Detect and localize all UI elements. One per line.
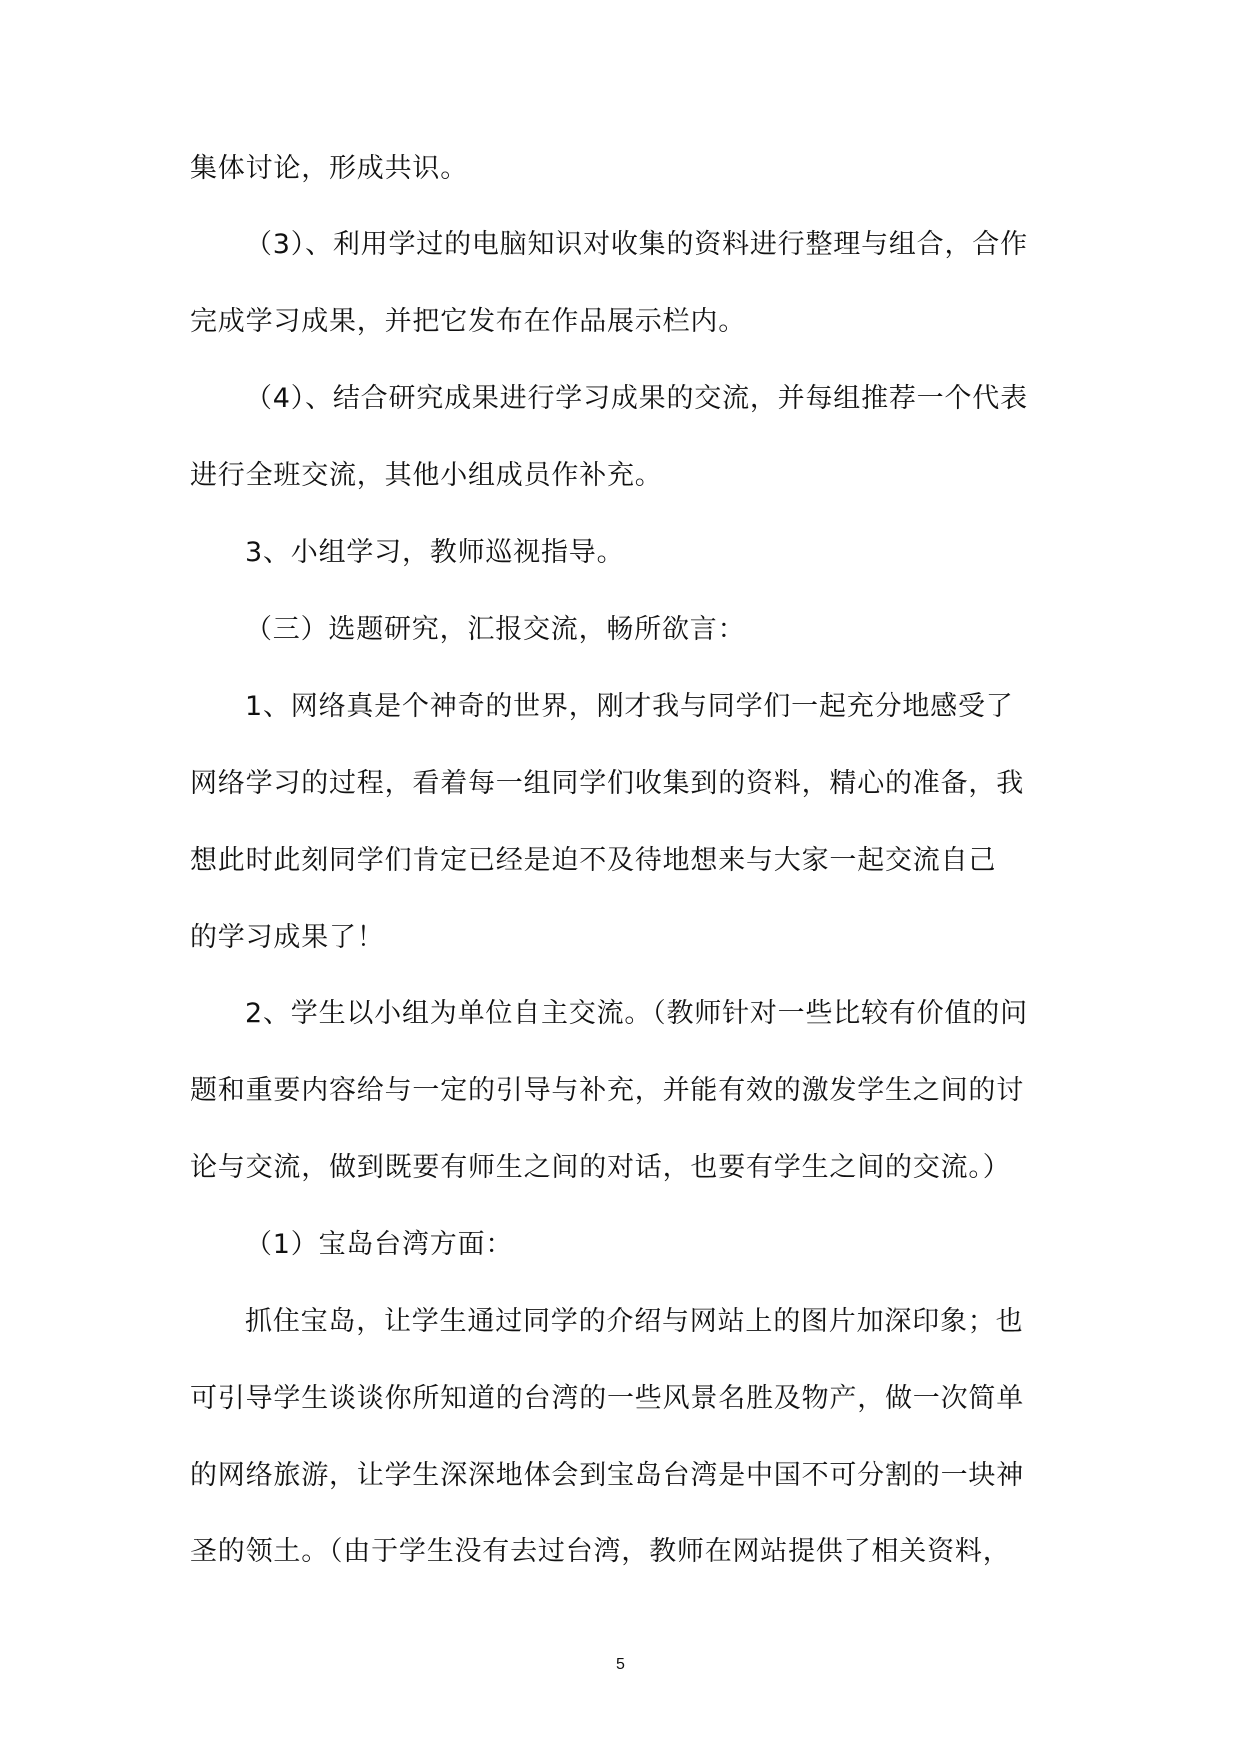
text-line-13: 题和重要内容给与一定的引导与补充，并能有效的激发学生之间的讨 xyxy=(190,1075,1024,1106)
text-line-16: 抓住宝岛，让学生通过同学的介绍与网站上的图片加深印象；也 xyxy=(245,1306,1024,1337)
text-line-3: 完成学习成果，并把它发布在作品展示栏内。 xyxy=(190,306,746,337)
text-line-9: 网络学习的过程，看着每一组同学们收集到的资料，精心的准备，我 xyxy=(190,768,1024,799)
page-number: 5 xyxy=(616,1656,625,1673)
text-line-17: 可引导学生谈谈你所知道的台湾的一些风景名胜及物产，做一次简单 xyxy=(190,1383,1024,1414)
text-line-10: 想此时此刻同学们肯定已经是迫不及待地想来与大家一起交流自己 xyxy=(190,845,997,876)
text-line-4: （4）、结合研究成果进行学习成果的交流，并每组推荐一个代表 xyxy=(245,383,1028,414)
text-line-15: （1）宝岛台湾方面： xyxy=(245,1229,514,1260)
text-line-19: 圣的领土。（由于学生没有去过台湾，教师在网站提供了相关资料， xyxy=(190,1536,1011,1567)
text-line-18: 的网络旅游，让学生深深地体会到宝岛台湾是中国不可分割的一块神 xyxy=(190,1460,1024,1491)
text-line-7: （三）选题研究，汇报交流，畅所欲言： xyxy=(245,614,746,645)
text-line-8: 1、网络真是个神奇的世界，刚才我与同学们一起充分地感受了 xyxy=(245,691,1014,722)
text-line-12: 2、学生以小组为单位自主交流。（教师针对一些比较有价值的问 xyxy=(245,998,1028,1029)
text-line-11: 的学习成果了！ xyxy=(190,922,385,953)
text-line-5: 进行全班交流，其他小组成员作补充。 xyxy=(190,460,663,491)
text-line-14: 论与交流，做到既要有师生之间的对话，也要有学生之间的交流。） xyxy=(190,1152,1011,1183)
text-line-1: 集体讨论，形成共识。 xyxy=(190,153,468,184)
text-line-2: （3）、利用学过的电脑知识对收集的资料进行整理与组合，合作 xyxy=(245,229,1028,260)
text-line-6: 3、小组学习，教师巡视指导。 xyxy=(245,537,625,568)
